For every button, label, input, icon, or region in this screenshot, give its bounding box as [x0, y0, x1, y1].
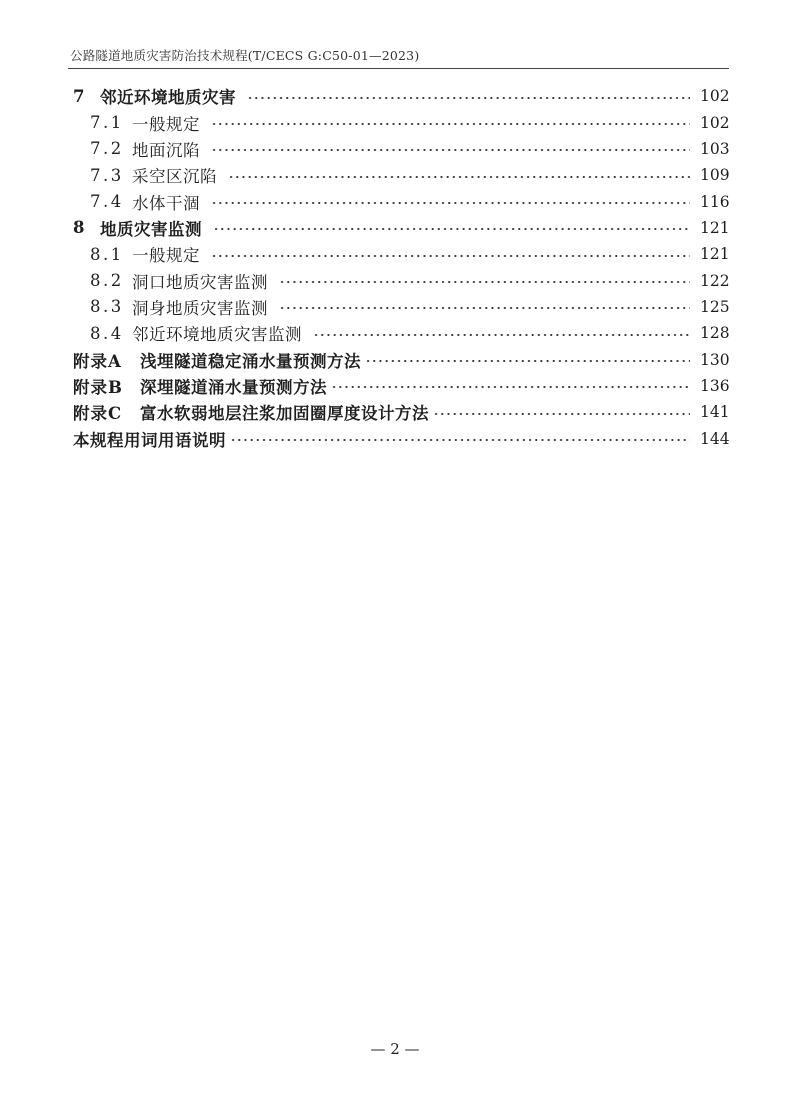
toc-section-entry — [0, 188, 728, 214]
dot-leader — [331, 384, 690, 390]
toc-entry-page: 128 — [700, 324, 730, 343]
toc-entry-title: 洞身地质灾害监测 — [132, 298, 268, 318]
dot-leader — [365, 358, 690, 364]
toc-entry-title: 邻近环境地质灾害监测 — [132, 325, 302, 345]
toc-entry-number: 7.3 — [90, 165, 124, 185]
page-number-footer: — 2 — — [370, 1040, 420, 1058]
toc-entry-page: 103 — [700, 139, 730, 158]
toc-entry-title: 采空区沉陷 — [132, 167, 217, 187]
toc-entry-page: 116 — [700, 192, 730, 211]
dot-leader — [228, 174, 690, 180]
dot-leader — [211, 121, 690, 127]
toc-section-entry — [0, 294, 728, 320]
toc-entry-title: 洞口地质灾害监测 — [132, 272, 268, 292]
toc-entry-page: 122 — [700, 271, 730, 290]
toc-entry-number: 7 — [73, 86, 85, 106]
toc-entry-page: 144 — [700, 429, 730, 448]
dot-leader — [211, 147, 690, 153]
header-rule — [68, 68, 729, 69]
toc-section-entry — [0, 241, 728, 267]
toc-entry-page: 102 — [700, 87, 730, 106]
toc-entry-number: 8.2 — [90, 271, 124, 291]
toc-entry-title: 深埋隧道涌水量预测方法 — [140, 377, 327, 397]
toc-entry-page: 121 — [700, 245, 730, 264]
toc-entry-title: 一般规定 — [132, 114, 200, 134]
toc-entry-page: 121 — [700, 218, 730, 237]
toc-entry-page: 125 — [700, 297, 730, 316]
dot-leader — [211, 200, 690, 206]
toc-entry-page: 102 — [700, 113, 730, 132]
toc-entry-number: 8.1 — [90, 244, 124, 264]
toc-entry-number: 7.4 — [90, 192, 124, 212]
toc-appendix-entry — [0, 346, 728, 372]
toc-entry-number: 附录B — [73, 377, 123, 397]
toc-entry-number: 8 — [73, 218, 85, 238]
toc-entry-page: 109 — [700, 166, 730, 185]
dot-leader — [230, 437, 690, 443]
toc-section-entry — [0, 267, 728, 293]
toc-entry-number: 7.2 — [90, 139, 124, 159]
table-of-contents — [0, 83, 728, 452]
toc-entry-title: 邻近环境地质灾害 — [100, 88, 236, 108]
toc-entry-number: 8.3 — [90, 297, 124, 317]
toc-entry-title: 本规程用词用语说明 — [73, 430, 226, 450]
toc-entry-number: 附录A — [73, 351, 122, 371]
dot-leader — [211, 253, 690, 259]
toc-entry-title: 水体干涸 — [132, 193, 200, 213]
toc-entry-title: 浅埋隧道稳定涌水量预测方法 — [140, 351, 361, 371]
toc-entry-number: 附录C — [73, 404, 123, 424]
toc-entry-title: 富水软弱地层注浆加固圈厚度设计方法 — [140, 404, 429, 424]
toc-entry-title: 地面沉陷 — [132, 140, 200, 160]
toc-section-entry — [0, 320, 728, 346]
dot-leader — [433, 411, 690, 417]
toc-entry-number: 8.4 — [90, 323, 124, 343]
running-header: 公路隧道地质灾害防治技术规程(T/CECS G:C50-01—2023) — [70, 48, 420, 63]
dot-leader — [279, 305, 690, 311]
toc-entry-number: 7.1 — [90, 113, 124, 133]
toc-section-entry — [0, 162, 728, 188]
toc-section-entry — [0, 109, 728, 135]
toc-appendix-entry — [0, 373, 728, 399]
dot-leader — [213, 226, 690, 232]
toc-entry-page: 141 — [700, 403, 730, 422]
dot-leader — [247, 95, 690, 101]
toc-chapter-entry — [0, 215, 728, 241]
toc-entry-page: 136 — [700, 376, 730, 395]
toc-section-entry — [0, 136, 728, 162]
toc-appendix-entry — [0, 399, 728, 425]
dot-leader — [279, 279, 690, 285]
toc-entry-page: 130 — [700, 350, 730, 369]
toc-chapter-entry — [0, 83, 728, 109]
toc-entry-title: 地质灾害监测 — [100, 219, 202, 239]
toc-entry-title: 一般规定 — [132, 246, 200, 266]
toc-terms-entry — [0, 425, 728, 451]
dot-leader — [313, 332, 690, 338]
